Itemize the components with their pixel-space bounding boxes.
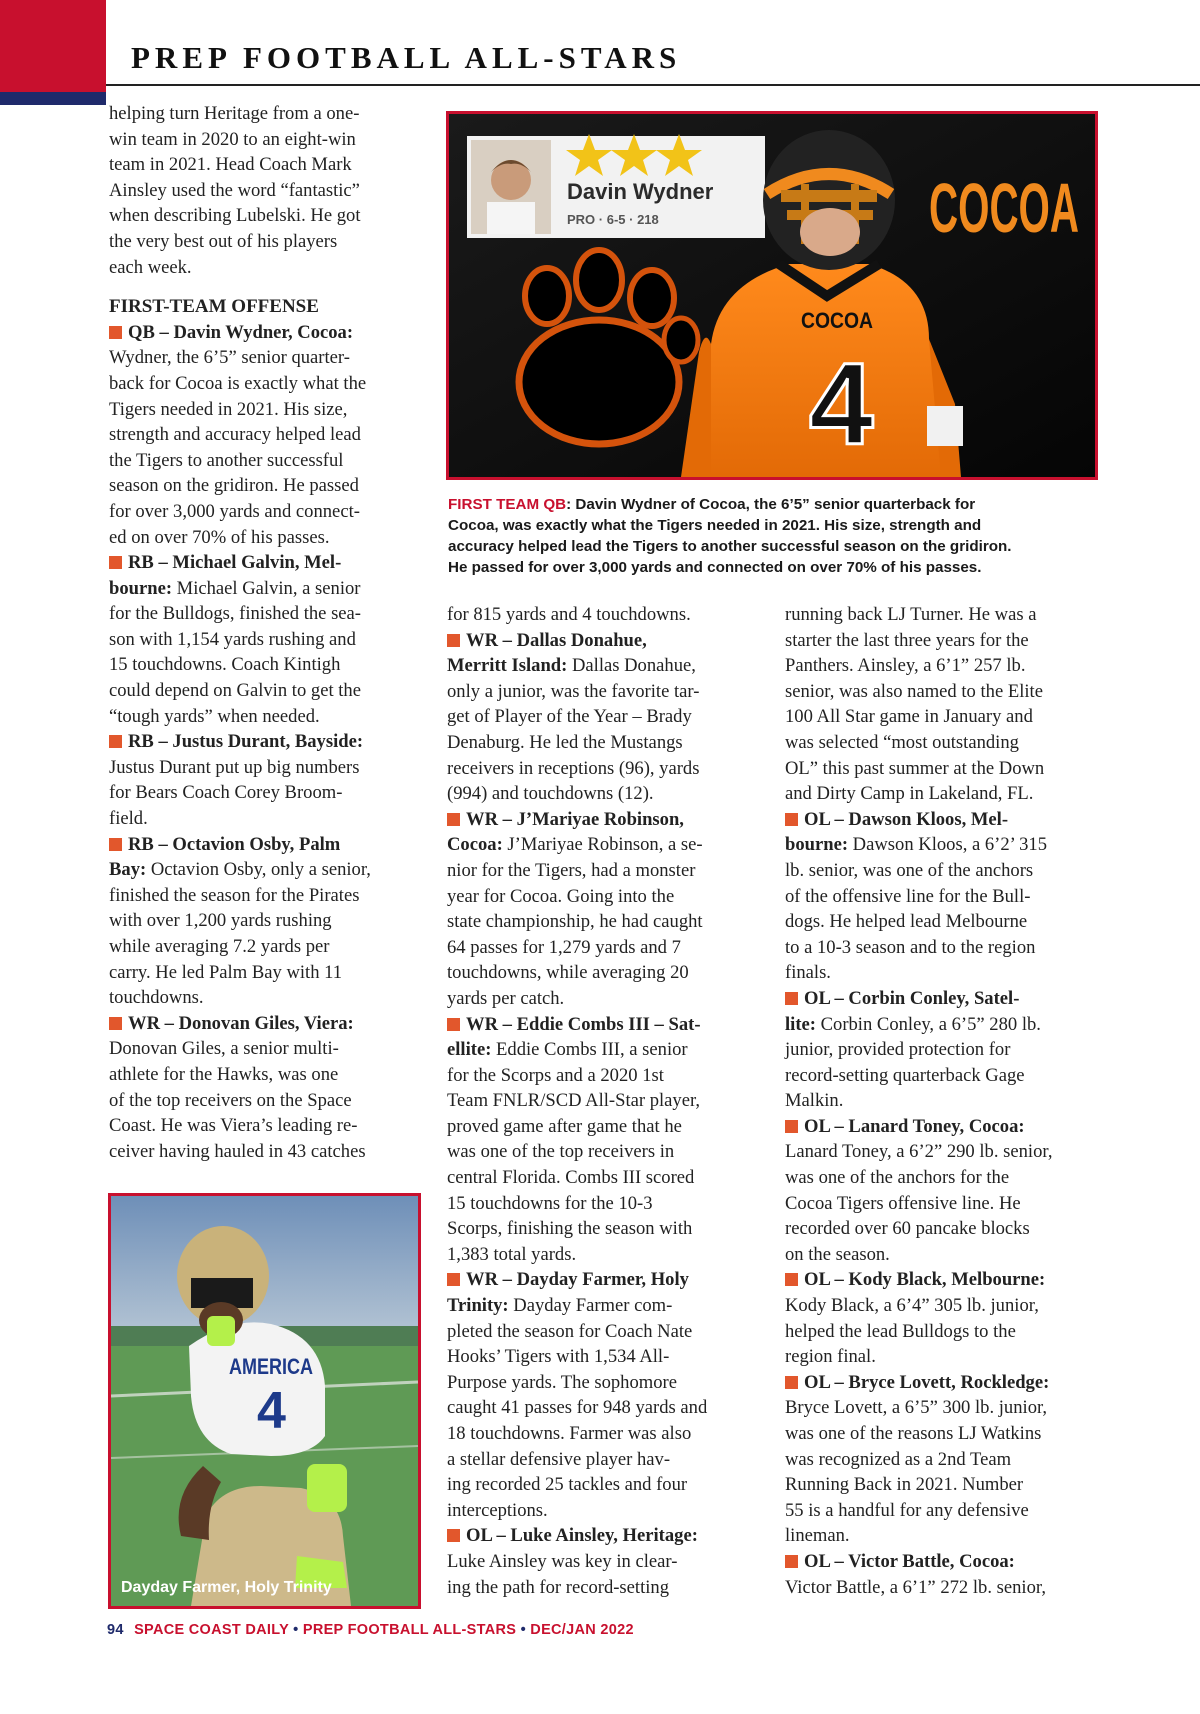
text-line: proved game after game that he <box>447 1115 682 1137</box>
entry-text: Dawson Kloos, a 6’2’ 315 <box>848 834 1048 856</box>
text-line: senior, was also named to the Elite <box>785 680 1043 702</box>
text-line: for Bears Coach Corey Broom- <box>109 782 343 804</box>
bullet-square-icon <box>109 838 122 851</box>
text-line: was one of the top receivers in <box>447 1141 675 1163</box>
text-line: was selected “most outstanding <box>785 731 1019 753</box>
bullet-square-icon <box>785 1376 798 1389</box>
bullet-square-icon <box>447 634 460 647</box>
text-line: Bryce Lovett, a 6’5” 300 lb. junior, <box>785 1397 1048 1419</box>
entry-head-line <box>785 986 1052 1012</box>
text-line: helping turn Heritage from a one- <box>109 103 360 124</box>
text-line: for over 3,000 yards and connect- <box>109 500 360 522</box>
text-line: for 815 yards and 4 touchdowns. <box>447 604 691 625</box>
bullet-square-icon <box>447 1529 460 1542</box>
entry-head-line <box>447 807 707 833</box>
entry-head-line <box>785 1370 1052 1396</box>
footer-date: DEC/JAN 2022 <box>530 1622 634 1638</box>
caption-line: Cocoa, was exactly what the Tigers needed in 2021. His size, strength and <box>448 517 982 534</box>
entry-head-line <box>447 1523 707 1549</box>
entry-head: OL – Bryce Lovett, Rockledge: <box>804 1371 1050 1393</box>
text-line: was one of the anchors for the <box>785 1167 1010 1189</box>
jersey-wordmark: COCOA <box>801 308 874 333</box>
entry-head: Merritt Island: <box>447 655 568 677</box>
text-line: team in 2021. Head Coach Mark <box>109 154 352 176</box>
qb-photo-caption <box>448 494 1098 578</box>
text-line: record-setting quarterback Gage <box>785 1064 1025 1086</box>
entry-head-line <box>785 832 1052 858</box>
caption-line <box>448 494 1098 515</box>
header-corner-block <box>0 0 106 105</box>
entry-head: OL – Corbin Conley, Satel- <box>804 987 1020 1009</box>
bullet-square-icon <box>447 813 460 826</box>
text-line: strength and accuracy helped lead <box>109 424 361 446</box>
entry-head-line <box>447 628 707 654</box>
section-heading: FIRST-TEAM OFFENSE <box>109 296 319 318</box>
text-line: pleted the season for Coach Nate <box>447 1320 693 1342</box>
bullet-square-icon <box>785 992 798 1005</box>
text-line: the Tigers to another successful <box>109 449 344 471</box>
text-line: and Dirty Camp in Lakeland, FL. <box>785 783 1034 805</box>
caption-line: He passed for over 3,000 yards and connected on over 70% of his passes. <box>448 559 982 576</box>
text-line: ceiver having hauled in 43 catches <box>109 1140 366 1162</box>
text-line: Cocoa Tigers offensive line. He <box>785 1192 1021 1214</box>
wr-photo-illustration <box>111 1196 418 1606</box>
text-line: Coast. He was Viera’s leading re- <box>109 1115 358 1137</box>
text-line: junior, provided protection for <box>785 1039 1011 1061</box>
page-number: 94 <box>107 1622 124 1638</box>
entry-head: Bay: <box>109 859 147 881</box>
tiger-paw-logo <box>519 250 698 444</box>
text-line: season on the gridiron. He passed <box>109 475 359 497</box>
text-line: was recognized as a 2nd Team <box>785 1448 1012 1470</box>
text-line: region final. <box>785 1346 876 1368</box>
text-line: ing recorded 25 tackles and four <box>447 1474 688 1496</box>
card-details: PRO · 6-5 · 218 <box>567 212 659 227</box>
entry-head-line <box>109 550 371 576</box>
entry-text: Corbin Conley, a 6’5” 280 lb. <box>815 1013 1041 1035</box>
text-line: 1,383 total yards. <box>447 1243 577 1265</box>
text-line: ed on over 70% of his passes. <box>109 526 330 548</box>
text-line: a stellar defensive player hav- <box>447 1448 671 1470</box>
text-line: year for Cocoa. Going into the <box>447 885 675 907</box>
entry-head: bourne: <box>785 834 849 856</box>
text-line: dogs. He helped lead Melbourne <box>785 911 1028 933</box>
text-line: lb. senior, was one of the anchors <box>785 859 1034 881</box>
entry-head-line <box>785 1267 1052 1293</box>
text-line: interceptions. <box>447 1499 548 1521</box>
text-line: each week. <box>109 256 192 278</box>
text-line: 55 is a handful for any defensive <box>785 1499 1029 1521</box>
entry-head-line <box>447 1012 707 1038</box>
entry-head: bourne: <box>109 577 173 599</box>
entry-head-line <box>785 1549 1052 1575</box>
text-line: Justus Durant put up big numbers <box>109 756 360 778</box>
text-line: Donovan Giles, a senior multi- <box>109 1038 339 1060</box>
text-line: 100 All Star game in January and <box>785 706 1033 728</box>
text-line: 18 touchdowns. Farmer was also <box>447 1423 692 1444</box>
text-line: running back LJ Turner. He was a <box>785 604 1037 625</box>
text-line: could depend on Galvin to get the <box>109 680 361 702</box>
entry-head-line <box>447 653 707 679</box>
text-line: Lanard Toney, a 6’2” 290 lb. senior, <box>785 1141 1053 1163</box>
text-line: Scorps, finishing the season with <box>447 1218 693 1240</box>
footer-separator: • <box>293 1622 303 1638</box>
caption-label: FIRST TEAM QB <box>448 496 567 513</box>
text-line: OL” this past summer at the Down <box>785 757 1045 779</box>
text-line: Running Back in 2021. Number <box>785 1474 1024 1496</box>
bullet-square-icon <box>785 1273 798 1286</box>
entry-text: Michael Galvin, a senior <box>172 577 361 599</box>
banner-cocoa-text: COCOA <box>929 169 1079 247</box>
entry-head-line <box>109 576 371 602</box>
header-corner-stripe <box>0 92 106 105</box>
entry-head-line <box>447 1267 707 1293</box>
text-line: only a junior, was the favorite tar- <box>447 680 700 702</box>
text-line: field. <box>109 808 148 830</box>
entry-head: WR – J’Mariyae Robinson, <box>466 808 684 830</box>
text-line: Team FNLR/SCD All-Star player, <box>447 1090 701 1112</box>
text-line: Panthers. Ainsley, a 6’1” 257 lb. <box>785 655 1026 677</box>
column-2 <box>447 602 707 1600</box>
card-name: Davin Wydner <box>567 179 714 204</box>
text-line: get of Player of the Year – Brady <box>447 706 692 728</box>
text-line: of the top receivers on the Space <box>109 1089 352 1111</box>
jersey-number: 4 <box>809 339 874 469</box>
text-line: central Florida. Combs III scored <box>447 1167 695 1189</box>
text-line: the very best out of his players <box>109 230 338 252</box>
text-line: while averaging 7.2 yards per <box>109 936 330 957</box>
entry-head: OL – Kody Black, Melbourne: <box>804 1269 1046 1291</box>
entry-text: Dallas Donahue, <box>567 655 696 677</box>
text-line: back for Cocoa is exactly what the <box>109 372 367 394</box>
text-line: Purpose yards. The sophomore <box>447 1371 677 1393</box>
featured-photo-wr <box>108 1193 421 1609</box>
entry-head: OL – Victor Battle, Cocoa: <box>804 1550 1015 1572</box>
entry-head-line <box>785 807 1052 833</box>
footer-separator: • <box>520 1622 531 1638</box>
text-line: “tough yards” when needed. <box>109 705 320 727</box>
entry-head-line <box>447 1293 707 1319</box>
text-line: on the season. <box>785 1243 890 1265</box>
caption-text: : Davin Wydner of Cocoa, the 6’5” senior quarterback for <box>566 496 976 513</box>
entry-head-line <box>109 1011 371 1037</box>
bullet-square-icon <box>785 1120 798 1133</box>
text-line: touchdowns. <box>109 987 204 1009</box>
entry-head: QB – Davin Wydner, Cocoa: <box>128 321 354 343</box>
page-header-title: PREP FOOTBALL ALL-STARS <box>131 40 682 75</box>
text-line: nior for the Tigers, had a monster <box>447 859 696 881</box>
qb-photo-illustration <box>449 114 1095 477</box>
header-rule <box>106 84 1200 86</box>
entry-head: WR – Dallas Donahue, <box>466 629 647 651</box>
text-line: when describing Lubelski. He got <box>109 205 361 227</box>
text-line: to a 10-3 season and to the region <box>785 936 1036 958</box>
text-line: Kody Black, a 6’4” 305 lb. junior, <box>785 1295 1039 1317</box>
text-line: carry. He led Palm Bay with 11 <box>109 961 343 983</box>
caption-line: accuracy helped lead the Tigers to another successful season on the gridiron. <box>448 538 1012 555</box>
text-line: Wydner, the 6’5” senior quarter- <box>109 347 350 369</box>
text-line: 64 passes for 1,279 yards and 7 <box>447 936 681 958</box>
text-line: ing the path for record-setting <box>447 1576 670 1598</box>
text-line: helped the lead Bulldogs to the <box>785 1320 1016 1342</box>
column-1 <box>109 101 371 1164</box>
text-line: Ainsley used the word “fantastic” <box>109 179 360 201</box>
entry-head-line <box>109 320 371 346</box>
entry-head: WR – Eddie Combs III – Sat- <box>466 1013 701 1035</box>
footer-publication: SPACE COAST DAILY <box>134 1622 289 1638</box>
entry-head: lite: <box>785 1013 816 1035</box>
spacer <box>109 280 371 294</box>
footer-section: PREP FOOTBALL ALL-STARS <box>302 1622 517 1638</box>
entry-text: Octavion Osby, only a senior, <box>146 859 371 881</box>
text-line: Victor Battle, a 6’1” 272 lb. senior, <box>785 1576 1046 1598</box>
text-line: receivers in receptions (96), yards <box>447 757 700 779</box>
entry-head: OL – Lanard Toney, Cocoa: <box>804 1115 1025 1137</box>
entry-head: RB – Justus Durant, Bayside: <box>128 731 364 753</box>
text-line: Malkin. <box>785 1090 844 1112</box>
entry-head: RB – Octavion Osby, Palm <box>128 833 341 855</box>
text-line: of the offensive line for the Bull- <box>785 885 1031 907</box>
text-line: lineman. <box>785 1525 850 1547</box>
entry-head-line <box>109 857 371 883</box>
text-line: 15 touchdowns for the 10-3 <box>447 1192 653 1214</box>
entry-head: OL – Dawson Kloos, Mel- <box>804 808 1009 830</box>
text-line: yards per catch. <box>447 987 565 1009</box>
text-line: with over 1,200 yards rushing <box>109 910 332 932</box>
text-line: Hooks’ Tigers with 1,534 All- <box>447 1346 670 1368</box>
entry-head-line <box>447 832 707 858</box>
bullet-square-icon <box>109 735 122 748</box>
text-line: win team in 2020 to an eight-win <box>109 128 356 150</box>
entry-head-line <box>785 1114 1052 1140</box>
entry-head: Cocoa: <box>447 834 503 856</box>
entry-text: Dayday Farmer com- <box>508 1295 673 1317</box>
column-3 <box>785 602 1052 1600</box>
bullet-square-icon <box>447 1273 460 1286</box>
text-line: touchdowns, while averaging 20 <box>447 962 689 984</box>
bullet-square-icon <box>109 556 122 569</box>
text-line: was one of the reasons LJ Watkins <box>785 1423 1042 1444</box>
entry-head: OL – Luke Ainsley, Heritage: <box>466 1525 698 1547</box>
text-line: (994) and touchdowns (12). <box>447 783 654 805</box>
text-line: state championship, he had caught <box>447 911 703 933</box>
text-line: finished the season for the Pirates <box>109 884 360 906</box>
entry-head-line <box>109 729 371 755</box>
text-line: for the Scorps and a 2020 1st <box>447 1064 664 1086</box>
recruit-card <box>467 134 765 238</box>
text-line: finals. <box>785 962 831 984</box>
featured-photo-qb <box>446 111 1098 480</box>
wr-photo-caption: Dayday Farmer, Holy Trinity <box>121 1579 332 1596</box>
bullet-square-icon <box>785 813 798 826</box>
entry-head-line <box>447 1037 707 1063</box>
entry-head: Trinity: <box>447 1295 509 1317</box>
text-line: Denaburg. He led the Mustangs <box>447 731 683 753</box>
entry-head-line <box>109 832 371 858</box>
text-line: for the Bulldogs, finished the sea- <box>109 603 361 625</box>
text-line: starter the last three years for the <box>785 629 1029 651</box>
text-line: Tigers needed in 2021. His size, <box>109 398 348 420</box>
text-line: recorded over 60 pancake blocks <box>785 1218 1030 1240</box>
text-line: 15 touchdowns. Coach Kintigh <box>109 654 341 676</box>
entry-text: J’Mariyae Robinson, a se- <box>502 834 703 856</box>
entry-head: WR – Dayday Farmer, Holy <box>466 1269 689 1291</box>
jersey-number: 4 <box>257 1382 286 1440</box>
bullet-square-icon <box>109 1017 122 1030</box>
entry-head: WR – Donovan Giles, Viera: <box>128 1012 354 1034</box>
entry-head: ellite: <box>447 1039 492 1061</box>
entry-text: Eddie Combs III, a senior <box>491 1039 688 1061</box>
text-line: caught 41 passes for 948 yards and <box>447 1397 708 1419</box>
text-line: Luke Ainsley was key in clear- <box>447 1550 678 1572</box>
bullet-square-icon <box>785 1555 798 1568</box>
text-line: son with 1,154 yards rushing and <box>109 628 356 650</box>
entry-head-line <box>785 1012 1052 1038</box>
page-footer <box>107 1622 634 1638</box>
entry-head: RB – Michael Galvin, Mel- <box>128 552 342 574</box>
bullet-square-icon <box>447 1018 460 1031</box>
bullet-square-icon <box>109 326 122 339</box>
text-line: athlete for the Hawks, was one <box>109 1063 339 1085</box>
jersey-wordmark: AMERICA <box>229 1354 314 1379</box>
